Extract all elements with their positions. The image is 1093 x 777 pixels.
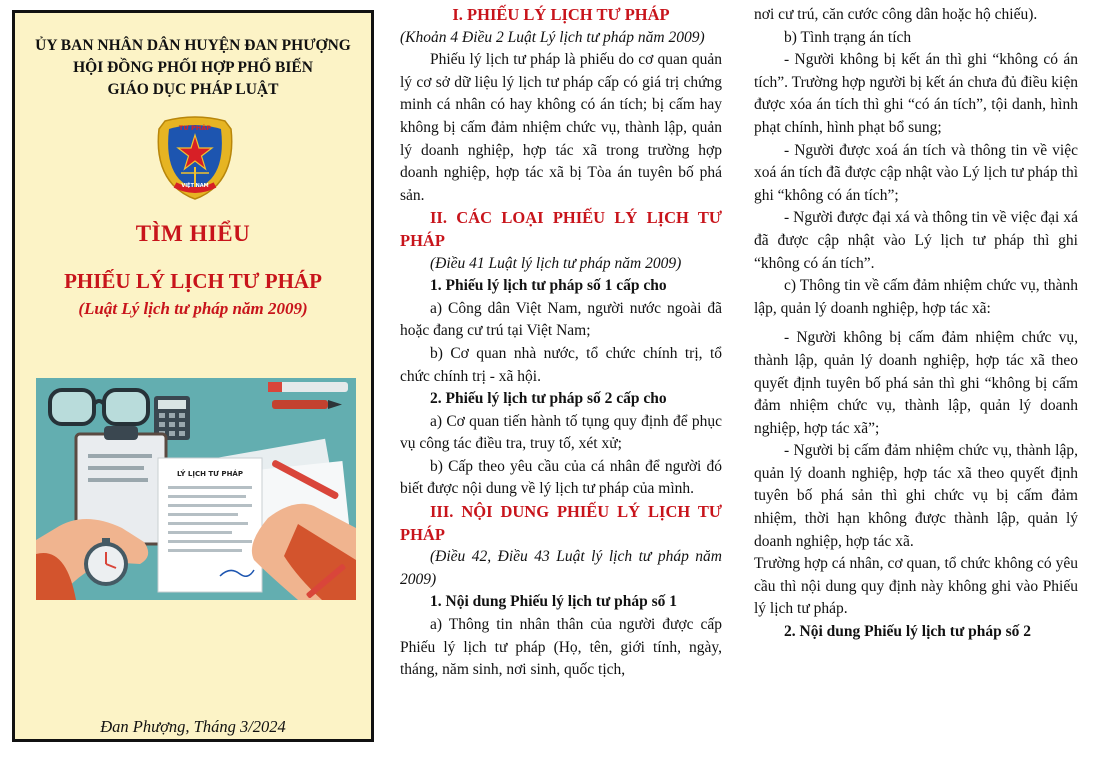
subheading-form-1: 1. Phiếu lý lịch tư pháp số 1 cấp cho (430, 277, 667, 295)
document-icon (158, 458, 262, 592)
item-2b: b) Cấp theo yêu cầu của cá nhân để người đó biết được nội dung về lý lịch tư pháp của mình. (400, 457, 722, 498)
org-line-2: HỘI ĐỒNG PHỐI HỢP PHỔ BIẾN (73, 59, 313, 76)
org-line-1: ỦY BAN NHÂN DÂN HUYỆN ĐAN PHƯỢNG (35, 37, 351, 54)
emblem-top-text: TƯ PHÁP (178, 124, 212, 132)
item-b-criminal-record: b) Tình trạng án tích (784, 28, 912, 46)
item-c-prohibition: c) Thông tin về cấm đảm nhiệm chức vụ, thành lập, quản lý doanh nghiệp, hợp tác xã: (754, 277, 1078, 317)
item-b-point-1: - Người không bị kết án thì ghi “không có án tích”. Trường hợp người bị kết án chưa đủ điều kiện được xóa án tích thì ghi “có án tích”, tội danh, hình phạt chính, hình phạt bổ sung; (754, 51, 1078, 136)
item-2a: a) Cơ quan tiến hành tố tụng quy định để phục vụ công tác điều tra, truy tố, xét xử; (400, 412, 722, 453)
cover-subtitle: (Luật Lý lịch tư pháp năm 2009) (78, 299, 308, 318)
reference-section-2: (Điều 41 Luật lý lịch tư pháp năm 2009) (430, 254, 682, 272)
heading-section-1: I. PHIẾU LÝ LỊCH TƯ PHÁP (452, 5, 670, 24)
item-1b: b) Cơ quan nhà nước, tổ chức chính trị, tổ chức chính trị - xã hội. (400, 344, 722, 385)
reference-section-1: (Khoản 4 Điều 2 Luật Lý lịch tư pháp năm 2009) (400, 28, 705, 46)
item-c-point-1: - Người không bị cấm đảm nhiệm chức vụ, thành lập, quản lý doanh nghiệp, hợp tác xã theo quyết định tuyên bố phá sản thì ghi “không bị cấm đảm nhiệm chức vụ, thành lập, quản lý doanh nghiệp, hợp tác xã”; (754, 329, 1078, 437)
cover-title-line-1: TÌM HIỂU (135, 221, 251, 246)
heading-section-2: II. CÁC LOẠI PHIẾU LÝ LỊCH TƯ PHÁP (400, 208, 722, 250)
organization-header (15, 35, 371, 101)
item-c-point-2: - Người bị cấm đảm nhiệm chức vụ, thành lập, quản lý doanh nghiệp, hợp tác xã theo quyết định tuyên bố phá sản thì ghi chức vụ bị cấm đảm nhiệm, thời hạn không được thành lập, quản lý doanh nghiệp, hợp tác xã. (754, 442, 1078, 550)
item-1a: a) Công dân Việt Nam, người nước ngoài đã hoặc đang cư trú tại Việt Nam; (400, 299, 722, 340)
cover-panel (12, 10, 374, 742)
reference-section-3: (Điều 42, Điều 43 Luật lý lịch tư pháp năm 2009) (400, 548, 722, 588)
subheading-form-2: 2. Phiếu lý lịch tư pháp số 2 cấp cho (430, 390, 667, 408)
org-line-3: GIÁO DỤC PHÁP LUẬT (107, 81, 279, 98)
heading-section-3: III. NỘI DUNG PHIẾU LÝ LỊCH TƯ PHÁP (400, 502, 722, 544)
paragraph-continuation: nơi cư trú, căn cước công dân hoặc hộ chiếu). (754, 6, 1038, 23)
text-column-2 (754, 4, 1078, 644)
cover-title-line-2: PHIẾU LÝ LỊCH TƯ PHÁP (64, 269, 322, 293)
item-3a: a) Thông tin nhân thân của người được cấp Phiếu lý lịch tư pháp (Họ, tên, giới tính, ngày, tháng, năm sinh, nơi sinh, quốc tịch, (400, 616, 722, 679)
justice-emblem-icon (145, 115, 245, 203)
emblem-bottom-text: VIỆT NAM (181, 183, 209, 189)
text-column-1 (400, 4, 722, 682)
illustration-document-title: LÝ LỊCH TƯ PHÁP (177, 470, 243, 478)
item-b-point-2: - Người được xoá án tích và thông tin về việc xoá án tích đã được cập nhật vào Lý lịch tư pháp thì ghi “không có án tích”; (754, 141, 1078, 204)
subheading-content-1: 1. Nội dung Phiếu lý lịch tư pháp số 1 (430, 593, 678, 611)
cover-footer: Đan Phượng, Tháng 3/2024 (100, 717, 286, 736)
paragraph-definition: Phiếu lý lịch tư pháp là phiếu do cơ quan quản lý cơ sở dữ liệu lý lịch tư pháp cấp có giá trị chứng minh cá nhân có hay không có án tích; bị cấm hay không bị cấm đảm nhiệm chức vụ, thành lập, quản lý doanh nghiệp, hợp tác xã trong trường hợp doanh nghiệp, hợp tác xã bị Tòa án tuyên bố phá sản. (400, 51, 722, 204)
document-signing-illustration (36, 378, 356, 600)
subheading-content-2: 2. Nội dung Phiếu lý lịch tư pháp số 2 (784, 623, 1032, 641)
item-b-point-3: - Người được đại xá và thông tin về việc đại xá đã được cập nhật vào Lý lịch tư pháp thì ghi “không có án tích”. (754, 209, 1078, 272)
paragraph-no-request: Trường hợp cá nhân, cơ quan, tổ chức không có yêu cầu thì nội dung quy định này không ghi vào Phiếu lý lịch tư pháp. (754, 555, 1078, 618)
